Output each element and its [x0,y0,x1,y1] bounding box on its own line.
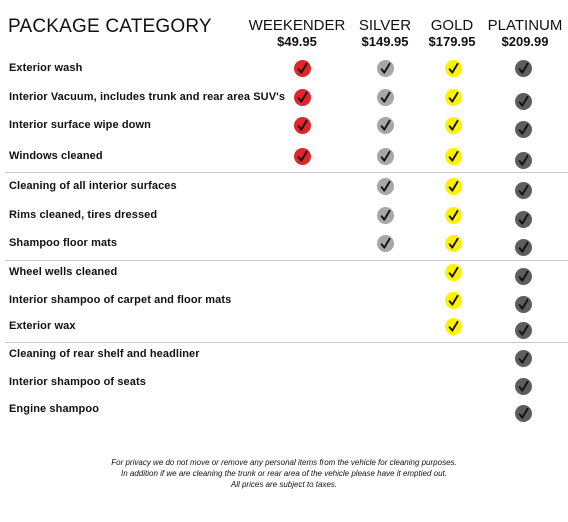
check-icon [377,207,394,224]
footer-line: For privacy we do not move or remove any personal items from the vehicle for cleaning purposes. [111,458,457,467]
feature-label: Interior shampoo of seats [9,376,146,388]
check-icon [445,207,462,224]
table-row [0,176,568,200]
feature-label: Cleaning of all interior surfaces [9,180,177,192]
package-price: $179.95 [428,34,476,49]
feature-label: Engine shampoo [9,403,100,415]
table-row [0,290,568,314]
check-icon [294,117,311,134]
check-icon [377,117,394,134]
check-icon [515,182,532,199]
table-row [0,316,568,340]
table-row [0,233,568,257]
check-icon [294,148,311,165]
table-row [0,87,568,111]
check-icon [515,93,532,110]
package-price: $149.95 [361,34,409,49]
check-icon [445,264,462,281]
feature-label: Interior shampoo of carpet and floor mats [9,294,232,306]
package-price: $49.95 [277,34,317,49]
check-icon [445,148,462,165]
check-icon [377,89,394,106]
check-icon [377,235,394,252]
check-icon [445,117,462,134]
table-row [0,115,568,139]
table-row [0,262,568,286]
check-icon [445,235,462,252]
page-title: PACKAGE CATEGORY [8,16,212,37]
feature-label: Windows cleaned [9,150,103,162]
check-icon [445,89,462,106]
package-price: $209.99 [501,34,549,49]
feature-label: Shampoo floor mats [9,237,118,249]
check-icon [515,239,532,256]
package-platinum [470,18,568,48]
feature-label: Interior Vacuum, includes trunk and rear area SUV's [9,91,286,103]
footer-line: All prices are subject to taxes. [230,480,338,489]
check-icon [515,296,532,313]
package-name: PLATINUM [487,17,563,34]
table-row [0,58,568,82]
check-icon [294,89,311,106]
feature-label: Exterior wax [9,320,76,332]
check-icon [515,121,532,138]
package-name: WEEKENDER [248,17,346,34]
check-icon [445,318,462,335]
check-icon [515,152,532,169]
check-icon [294,60,311,77]
check-icon [445,178,462,195]
section-divider [5,342,568,343]
check-icon [515,211,532,228]
check-icon [515,378,532,395]
package-name: SILVER [358,17,412,34]
section-divider [5,260,568,261]
check-icon [515,60,532,77]
check-icon [445,60,462,77]
check-icon [515,350,532,367]
check-icon [377,60,394,77]
check-icon [515,405,532,422]
feature-label: Wheel wells cleaned [9,266,118,278]
table-row [0,344,568,368]
footer-line: In addition if we are cleaning the trunk or rear area of the vehicle please have it emptied out. [121,469,447,478]
table-row [0,146,568,170]
table-row [0,205,568,229]
table-row [0,372,568,396]
feature-label: Exterior wash [9,62,83,74]
check-icon [377,148,394,165]
feature-label: Interior surface wipe down [9,119,151,131]
check-icon [445,292,462,309]
check-icon [515,322,532,339]
feature-label: Cleaning of rear shelf and headliner [9,348,200,360]
feature-label: Rims cleaned, tires dressed [9,209,158,221]
table-row [0,399,568,423]
footer-notes [0,457,568,490]
package-name: GOLD [430,17,474,34]
check-icon [515,268,532,285]
check-icon [377,178,394,195]
section-divider [5,172,568,173]
